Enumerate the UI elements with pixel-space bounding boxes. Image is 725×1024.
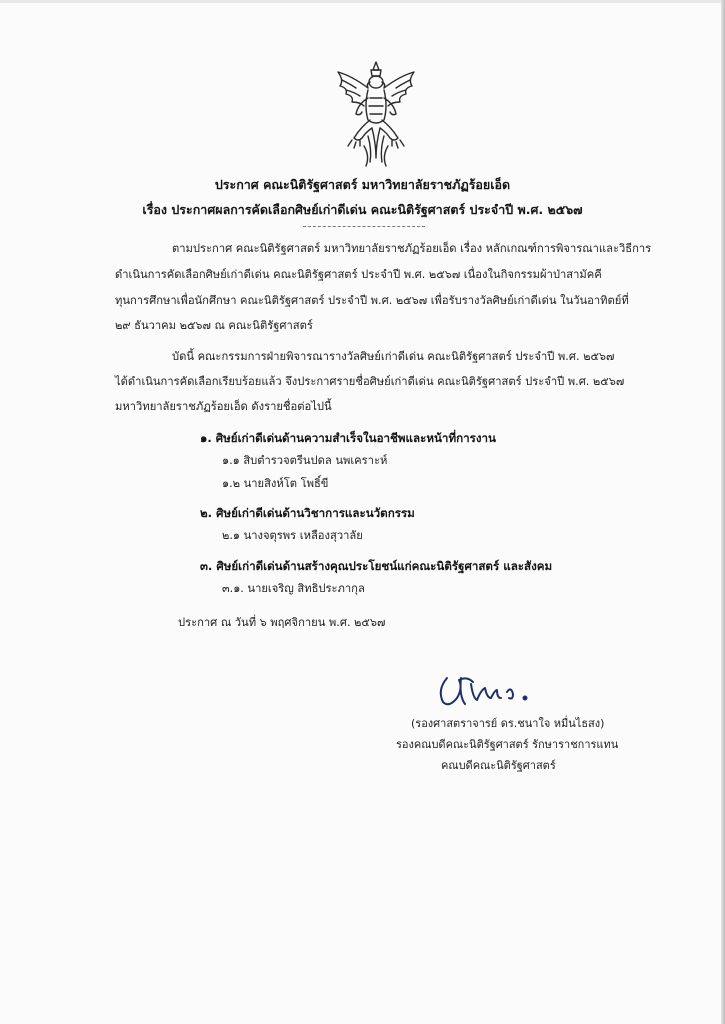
category-1-heading: ๑. ศิษย์เก่าดีเด่นด้านความสำเร็จในอาชีพและหน้าที่การงาน bbox=[200, 431, 496, 445]
announcement-title: ประกาศ คณะนิติรัฐศาสตร์ มหาวิทยาลัยราชภัฏร้อยเอ็ด bbox=[214, 177, 511, 192]
category-1-name-1: ๑.๑ สิบตำรวจตรีนปดล นพเคราะห์ bbox=[222, 454, 388, 467]
announcement-date: ประกาศ ณ วันที่ ๖ พฤศจิกายน พ.ศ. ๒๕๖๗ bbox=[178, 616, 386, 629]
scan-edge-top bbox=[0, 0, 725, 3]
garuda-emblem-icon bbox=[330, 58, 422, 170]
signatory-position-2: คณบดีคณะนิติรัฐศาสตร์ bbox=[441, 759, 556, 772]
paragraph-1-line-2: ดำเนินการคัดเลือกศิษย์เก่าดีเด่น คณะนิติรัฐศาสตร์ ประจำปี พ.ศ. ๒๕๖๗ เนื่องในกิจกรรมผ้าป่าสามัคคี bbox=[115, 268, 602, 281]
handwritten-signature bbox=[433, 668, 543, 712]
paragraph-1-line-3: ทุนการศึกษาเพื่อนักศึกษา คณะนิติรัฐศาสตร์ ประจำปี พ.ศ. ๒๕๖๗ เพื่อรับรางวัลศิษย์เก่าดีเด่น ในวันอาทิตย์ที่ bbox=[115, 294, 629, 307]
category-1-name-2: ๑.๒ นายสิงห์โต โพธิ์ขี bbox=[222, 477, 329, 490]
paragraph-2-line-1: บัดนี้ คณะกรรมการฝ่ายพิจารณารางวัลศิษย์เก่าดีเด่น คณะนิติรัฐศาสตร์ ประจำปี พ.ศ. ๒๕๖๗ bbox=[172, 350, 615, 363]
paragraph-2-line-2: ได้ดำเนินการคัดเลือกเรียบร้อยแล้ว จึงประกาศรายชื่อศิษย์เก่าดีเด่น คณะนิติรัฐศาสตร์ ประจำปี พ.ศ. ๒๕๖๗ bbox=[115, 375, 625, 388]
paragraph-1-line-4: ๒๙ ธันวาคม ๒๕๖๗ ณ คณะนิติรัฐศาสตร์ bbox=[115, 319, 313, 332]
category-3-heading: ๓. ศิษย์เก่าดีเด่นด้านสร้างคุณประโยชน์แก่คณะนิติรัฐศาสตร์ และสังคม bbox=[200, 559, 553, 573]
signatory-position-1: รองคณบดีคณะนิติรัฐศาสตร์ รักษาราชการแทน bbox=[396, 738, 619, 751]
scan-edge-right bbox=[721, 0, 725, 1024]
paragraph-1-line-1: ตามประกาศ คณะนิติรัฐศาสตร์ มหาวิทยาลัยราชภัฏร้อยเอ็ด เรื่อง หลักเกณฑ์การพิจารณาและวิธีการ bbox=[172, 242, 652, 255]
category-2-heading: ๒. ศิษย์เก่าดีเด่นด้านวิชาการและนวัตกรรม bbox=[200, 506, 415, 520]
category-2-name-1: ๒.๑ นางจตุรพร เหลืองสุวาลัย bbox=[222, 529, 363, 542]
signatory-name: (รองศาสตราจารย์ ดร.ชนาใจ หมื่นไธสง) bbox=[411, 717, 605, 730]
paragraph-2-line-3: มหาวิทยาลัยราชภัฏร้อยเอ็ด ดังรายชื่อต่อไปนี้ bbox=[115, 400, 332, 413]
header-divider bbox=[303, 226, 425, 227]
category-3-name-1: ๓.๑. นายเจริญ สิทธิประภากุล bbox=[222, 582, 365, 595]
announcement-subject: เรื่อง ประกาศผลการคัดเลือกศิษย์เก่าดีเด่น คณะนิติรัฐศาสตร์ ประจำปี พ.ศ. ๒๕๖๗ bbox=[142, 202, 583, 217]
